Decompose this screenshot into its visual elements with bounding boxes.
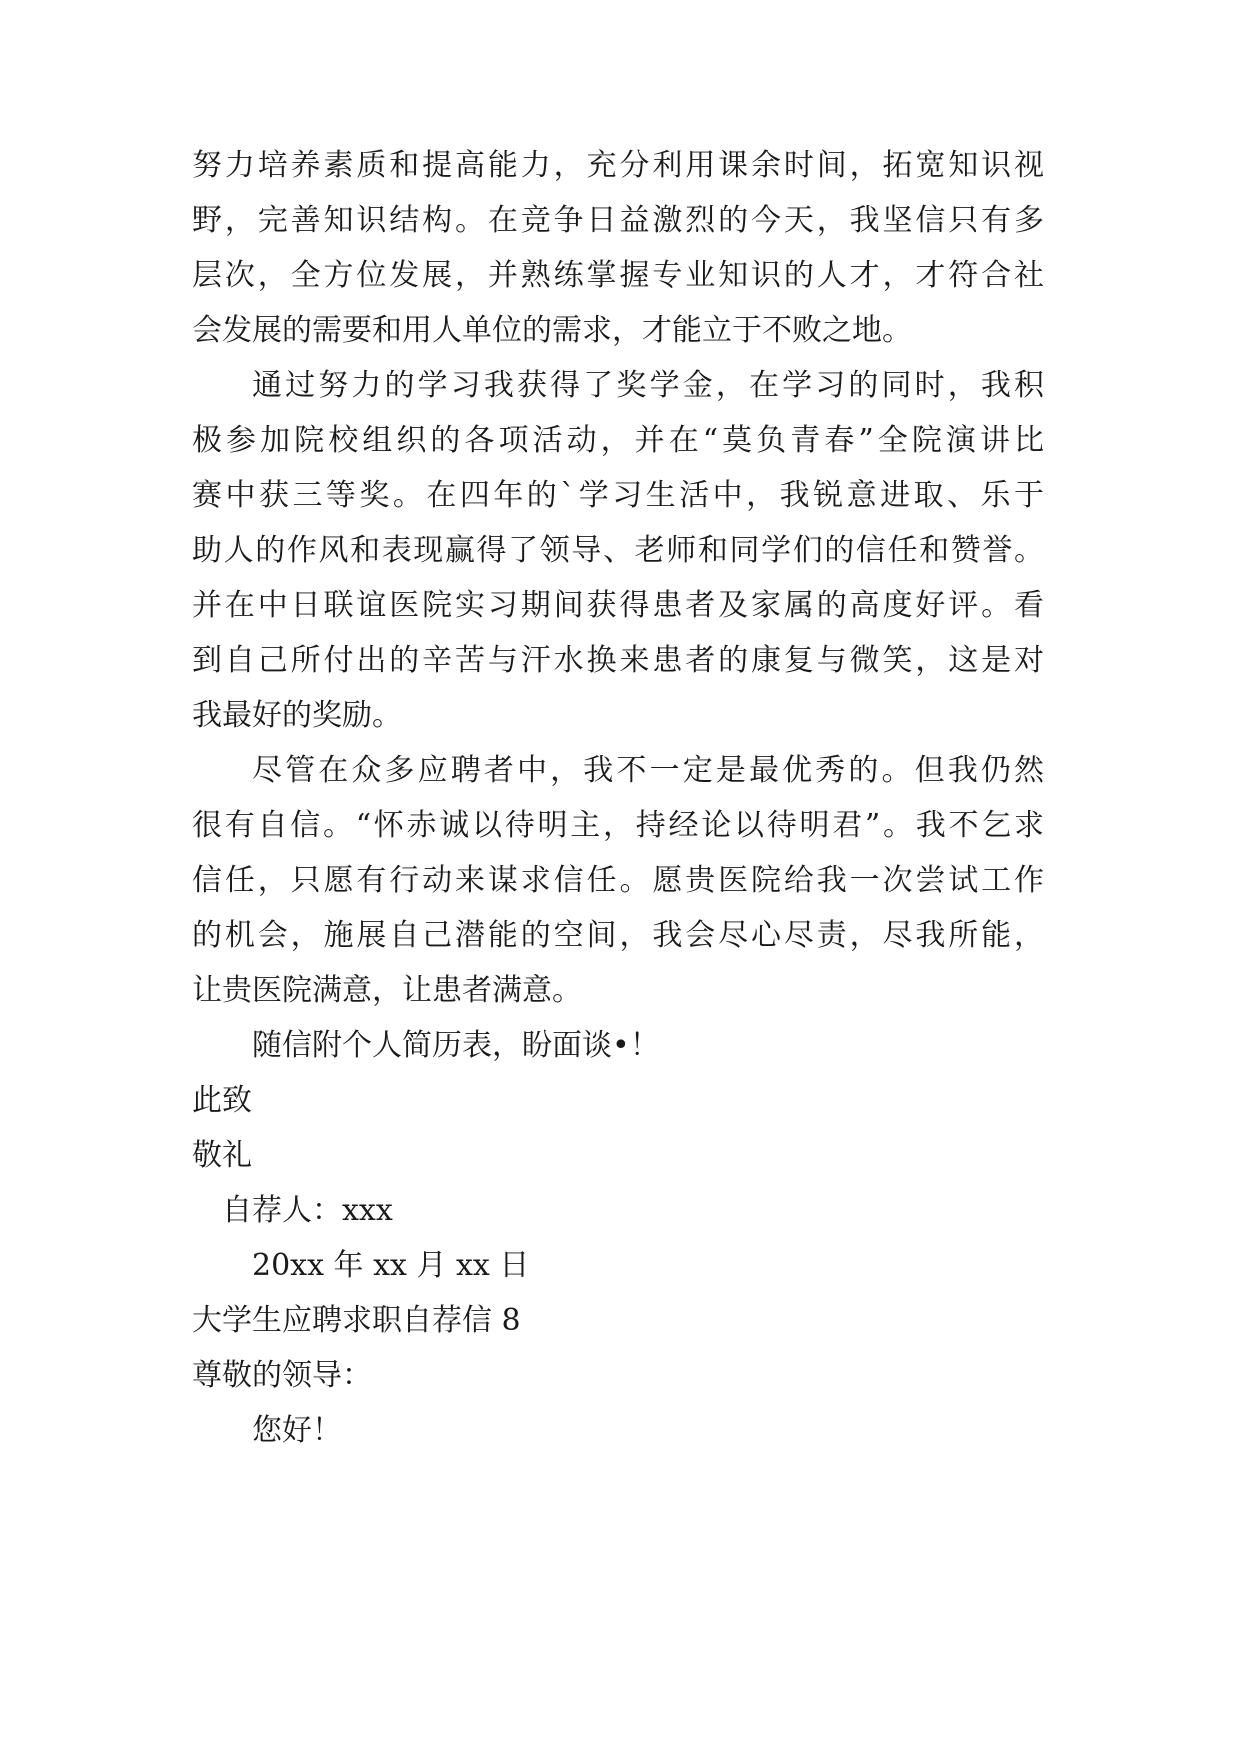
paragraph-1-line-2: 野，完善知识结构。在竞争日益激烈的今天，我坚信只有多 <box>192 203 1044 238</box>
paragraph-3-line-2: 很有自信。“怀赤诚以待明主，持经论以待明君”。我不乞求 <box>192 808 1044 843</box>
paragraph-3-line-3: 信任，只愿有行动来谋求信任。愿贵医院给我一次尝试工作 <box>192 863 1044 898</box>
salutation: 尊敬的领导： <box>192 1358 372 1393</box>
paragraph-2-line-7: 我最好的奖励。 <box>192 698 402 733</box>
paragraph-2-line-3: 赛中获三等奖。在四年的`学习生活中，我锐意进取、乐于 <box>192 478 1044 513</box>
paragraph-1-line-3: 层次，全方位发展，并熟练掌握专业知识的人才，才符合社 <box>192 258 1044 293</box>
signature: 自荐人：xxx <box>222 1193 393 1228</box>
greeting: 您好！ <box>252 1413 342 1448</box>
paragraph-2-line-4: 助人的作风和表现赢得了领导、老师和同学们的信任和赞誉。 <box>192 533 1044 568</box>
next-letter-title: 大学生应聘求职自荐信 8 <box>192 1303 521 1338</box>
paragraph-3-line-4: 的机会，施展自己潜能的空间，我会尽心尽责，尽我所能， <box>192 918 1044 953</box>
paragraph-2-line-1: 通过努力的学习我获得了奖学金，在学习的同时，我积 <box>252 368 1044 403</box>
closing-line-1: 此致 <box>192 1083 252 1118</box>
paragraph-3-line-5: 让贵医院满意，让患者满意。 <box>192 973 582 1008</box>
paragraph-2-line-5: 并在中日联谊医院实习期间获得患者及家属的高度好评。看 <box>192 588 1044 623</box>
date: 20xx 年 xx 月 xx 日 <box>252 1248 530 1283</box>
paragraph-3-line-1: 尽管在众多应聘者中，我不一定是最优秀的。但我仍然 <box>252 753 1044 788</box>
paragraph-1-line-4: 会发展的需要和用人单位的需求，才能立于不败之地。 <box>192 313 912 348</box>
paragraph-2-line-6: 到自己所付出的辛苦与汗水换来患者的康复与微笑，这是对 <box>192 643 1044 678</box>
attachment-note: 随信附个人简历表，盼面谈•！ <box>252 1028 660 1063</box>
paragraph-1-line-1: 努力培养素质和提高能力，充分利用课余时间，拓宽知识视 <box>192 148 1044 183</box>
paragraph-2-line-2: 极参加院校组织的各项活动，并在“莫负青春”全院演讲比 <box>192 423 1044 458</box>
closing-line-2: 敬礼 <box>192 1138 252 1173</box>
